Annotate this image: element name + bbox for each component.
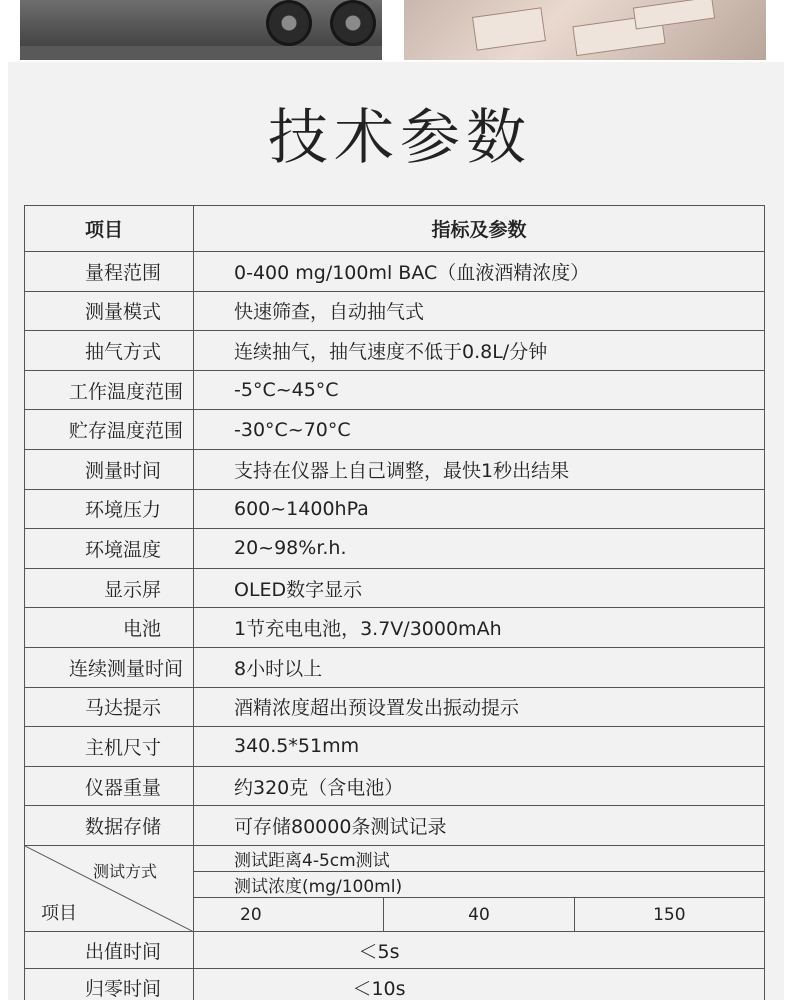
spec-value: 1节充电电池，3.7V/3000mAh <box>194 608 765 648</box>
spec-value: 快速筛查，自动抽气式 <box>194 291 765 331</box>
spec-label: 贮存温度范围 <box>25 410 194 450</box>
spec-label: 电池 <box>25 608 194 648</box>
spec-row <box>25 370 765 410</box>
spec-row <box>25 727 765 767</box>
spec-table-header <box>25 206 765 252</box>
road-surface <box>20 46 382 60</box>
result-value: ＜5s <box>194 932 765 969</box>
spec-label: 连续测量时间 <box>25 647 194 687</box>
section-title: 技术参数 <box>268 103 532 173</box>
concentration-value: 150 <box>574 898 764 932</box>
spec-value: -30°C~70°C <box>194 410 765 450</box>
spec-table <box>24 205 765 846</box>
spec-value: 8小时以上 <box>194 647 765 687</box>
spec-label: 量程范围 <box>25 252 194 292</box>
test-distance: 测试距离4-5cm测试 <box>194 846 765 872</box>
concentration-value: 40 <box>384 898 574 932</box>
spec-row <box>25 766 765 806</box>
spec-label: 马达提示 <box>25 687 194 727</box>
spec-row <box>25 647 765 687</box>
concentration-label: 测试浓度(mg/100ml) <box>194 872 765 898</box>
spec-row <box>25 410 765 450</box>
spec-row <box>25 529 765 569</box>
spec-row <box>25 687 765 727</box>
documents-photo <box>404 0 766 60</box>
result-value: ＜10s <box>194 969 765 1000</box>
spec-label: 环境温度 <box>25 529 194 569</box>
spec-value: 20~98%r.h. <box>194 529 765 569</box>
diag-bottom-label: 项目 <box>41 903 77 924</box>
spec-value: 340.5*51mm <box>194 727 765 767</box>
spec-label: 测量时间 <box>25 449 194 489</box>
spec-value: 酒精浓度超出预设置发出振动提示 <box>194 687 765 727</box>
spec-value: 600~1400hPa <box>194 489 765 529</box>
diag-top-label: 测试方式 <box>93 862 158 881</box>
spec-row <box>25 331 765 371</box>
header-item: 项目 <box>25 206 194 252</box>
document-sheet <box>472 7 546 50</box>
spec-label: 抽气方式 <box>25 331 194 371</box>
result-label: 出值时间 <box>25 932 194 969</box>
truck-wheel <box>330 0 376 46</box>
spec-row <box>25 608 765 648</box>
spec-label: 仪器重量 <box>25 766 194 806</box>
result-row <box>25 932 765 969</box>
document-sheet <box>633 0 715 29</box>
spec-label: 测量模式 <box>25 291 194 331</box>
spec-value: 约320克（含电池） <box>194 766 765 806</box>
product-photo-strip <box>0 0 800 62</box>
concentration-value: 20 <box>194 898 384 932</box>
spec-label: 数据存储 <box>25 806 194 846</box>
spec-value: OLED数字显示 <box>194 568 765 608</box>
spec-row <box>25 489 765 529</box>
diagonal-header-cell <box>25 846 194 932</box>
test-table <box>24 845 765 1000</box>
spec-row <box>25 252 765 292</box>
spec-value: 连续抽气，抽气速度不低于0.8L/分钟 <box>194 331 765 371</box>
truck-wheel <box>266 0 312 46</box>
spec-label: 工作温度范围 <box>25 370 194 410</box>
spec-row <box>25 449 765 489</box>
result-label: 归零时间 <box>25 969 194 1000</box>
spec-row <box>25 291 765 331</box>
test-table-distance-row <box>25 846 765 872</box>
truck-photo <box>20 0 382 60</box>
spec-row <box>25 568 765 608</box>
spec-value: 可存储80000条测试记录 <box>194 806 765 846</box>
spec-label: 环境压力 <box>25 489 194 529</box>
spec-value: 支持在仪器上自己调整，最快1秒出结果 <box>194 449 765 489</box>
spec-value: -5°C~45°C <box>194 370 765 410</box>
header-spec: 指标及参数 <box>194 206 765 252</box>
spec-label: 显示屏 <box>25 568 194 608</box>
result-row <box>25 969 765 1000</box>
spec-label: 主机尺寸 <box>25 727 194 767</box>
spec-row <box>25 806 765 846</box>
spec-value: 0-400 mg/100ml BAC（血液酒精浓度） <box>194 252 765 292</box>
